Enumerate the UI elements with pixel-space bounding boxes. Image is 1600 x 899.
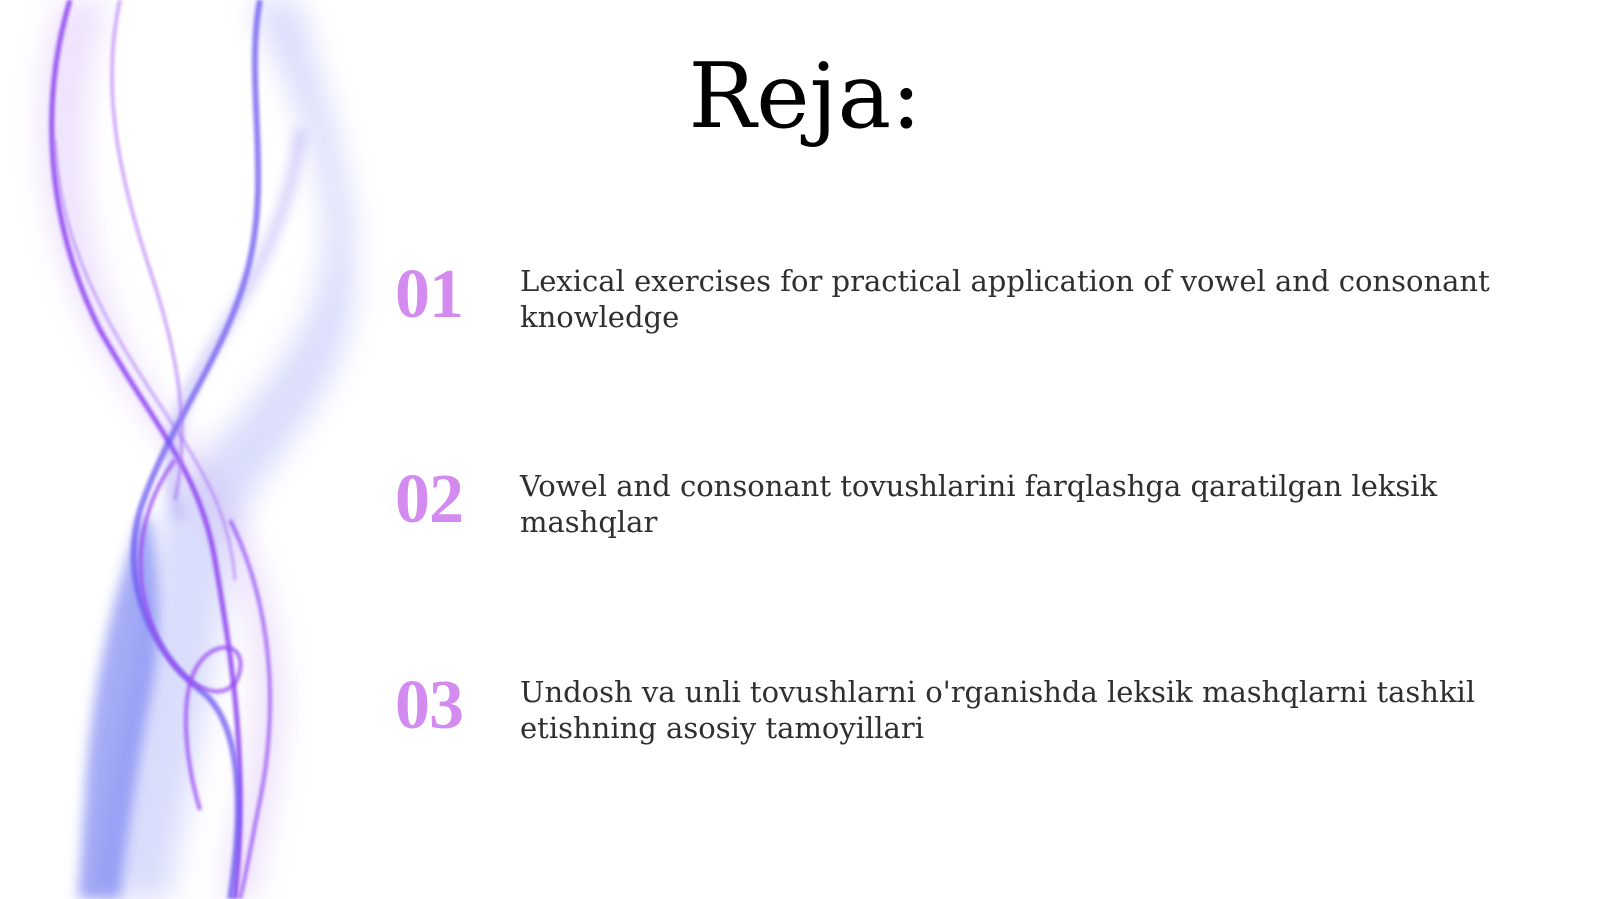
item-number: 03 xyxy=(395,667,463,744)
item-number: 02 xyxy=(395,461,463,538)
item-text: Undosh va unli tovushlarni o'rganishda leksik mashqlarni tashkil etishning asosiy tamoyillari xyxy=(520,675,1476,745)
plan-item-1 xyxy=(395,256,1495,353)
slide-title: Reja: xyxy=(688,44,922,149)
item-text: Vowel and consonant tovushlarini farqlashga qaratilgan leksik mashqlar xyxy=(520,469,1438,539)
item-number: 01 xyxy=(395,256,463,333)
plan-item-2 xyxy=(395,461,1495,558)
plan-item-3 xyxy=(395,667,1495,764)
item-text: Lexical exercises for practical application of vowel and consonant knowledge xyxy=(520,264,1490,334)
